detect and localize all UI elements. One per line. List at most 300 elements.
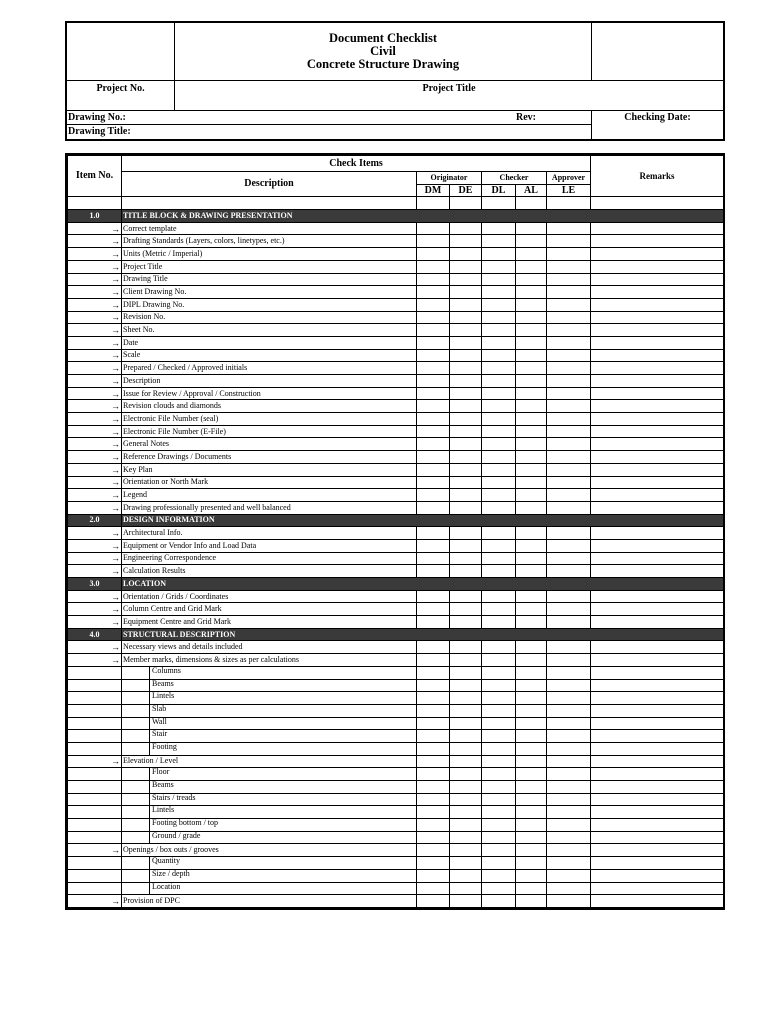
check-cell-dm[interactable] — [417, 831, 450, 844]
check-cell-dm[interactable] — [417, 730, 450, 743]
check-cell-dl[interactable] — [482, 679, 516, 692]
check-cell-al[interactable] — [516, 260, 547, 273]
check-cell-dm[interactable] — [417, 781, 450, 794]
check-cell-le[interactable] — [547, 400, 591, 413]
check-cell-dm[interactable] — [417, 692, 450, 705]
remarks-cell[interactable] — [591, 869, 724, 882]
check-cell-de[interactable] — [450, 882, 482, 895]
check-cell-le[interactable] — [547, 425, 591, 438]
check-cell-dm[interactable] — [417, 844, 450, 857]
check-cell-al[interactable] — [516, 844, 547, 857]
check-cell-dm[interactable] — [417, 793, 450, 806]
check-cell-le[interactable] — [547, 235, 591, 248]
check-cell-de[interactable] — [450, 666, 482, 679]
check-cell-de[interactable] — [450, 869, 482, 882]
check-cell-le[interactable] — [547, 844, 591, 857]
check-cell-dl[interactable] — [482, 476, 516, 489]
check-cell-dm[interactable] — [417, 768, 450, 781]
check-cell-dm[interactable] — [417, 501, 450, 514]
check-cell-le[interactable] — [547, 527, 591, 540]
check-cell-de[interactable] — [450, 679, 482, 692]
check-cell-le[interactable] — [547, 248, 591, 261]
check-cell-al[interactable] — [516, 222, 547, 235]
check-cell-al[interactable] — [516, 539, 547, 552]
check-cell-le[interactable] — [547, 324, 591, 337]
check-cell-dl[interactable] — [482, 349, 516, 362]
remarks-cell[interactable] — [591, 222, 724, 235]
check-cell-al[interactable] — [516, 286, 547, 299]
check-cell-le[interactable] — [547, 413, 591, 426]
check-cell-dl[interactable] — [482, 375, 516, 388]
remarks-cell[interactable] — [591, 831, 724, 844]
check-cell-dm[interactable] — [417, 425, 450, 438]
check-cell-al[interactable] — [516, 552, 547, 565]
check-cell-dl[interactable] — [482, 692, 516, 705]
check-cell-le[interactable] — [547, 438, 591, 451]
check-cell-al[interactable] — [516, 730, 547, 743]
check-cell-dm[interactable] — [417, 654, 450, 667]
remarks-cell[interactable] — [591, 742, 724, 755]
remarks-cell[interactable] — [591, 349, 724, 362]
remarks-cell[interactable] — [591, 819, 724, 832]
check-cell-dl[interactable] — [482, 552, 516, 565]
check-cell-dl[interactable] — [482, 590, 516, 603]
check-cell-le[interactable] — [547, 730, 591, 743]
check-cell-al[interactable] — [516, 235, 547, 248]
check-cell-le[interactable] — [547, 704, 591, 717]
check-cell-al[interactable] — [516, 438, 547, 451]
check-cell-al[interactable] — [516, 248, 547, 261]
check-cell-de[interactable] — [450, 641, 482, 654]
check-cell-le[interactable] — [547, 565, 591, 578]
check-cell-al[interactable] — [516, 324, 547, 337]
check-cell-dl[interactable] — [482, 286, 516, 299]
check-cell-dm[interactable] — [417, 413, 450, 426]
remarks-cell[interactable] — [591, 793, 724, 806]
check-cell-dm[interactable] — [417, 717, 450, 730]
check-cell-de[interactable] — [450, 476, 482, 489]
check-cell-dm[interactable] — [417, 819, 450, 832]
check-cell-dm[interactable] — [417, 286, 450, 299]
check-cell-dl[interactable] — [482, 882, 516, 895]
check-cell-al[interactable] — [516, 375, 547, 388]
check-cell-de[interactable] — [450, 565, 482, 578]
check-cell-le[interactable] — [547, 260, 591, 273]
check-cell-de[interactable] — [450, 806, 482, 819]
check-cell-dl[interactable] — [482, 222, 516, 235]
check-cell-de[interactable] — [450, 489, 482, 502]
check-cell-de[interactable] — [450, 463, 482, 476]
remarks-cell[interactable] — [591, 857, 724, 870]
check-cell-al[interactable] — [516, 857, 547, 870]
check-cell-dl[interactable] — [482, 895, 516, 908]
check-cell-de[interactable] — [450, 387, 482, 400]
check-cell-dm[interactable] — [417, 438, 450, 451]
check-cell-dm[interactable] — [417, 552, 450, 565]
remarks-cell[interactable] — [591, 882, 724, 895]
check-cell-le[interactable] — [547, 336, 591, 349]
remarks-cell[interactable] — [591, 704, 724, 717]
remarks-cell[interactable] — [591, 590, 724, 603]
check-cell-dl[interactable] — [482, 362, 516, 375]
check-cell-dm[interactable] — [417, 742, 450, 755]
check-cell-dm[interactable] — [417, 298, 450, 311]
remarks-cell[interactable] — [591, 298, 724, 311]
check-cell-dl[interactable] — [482, 324, 516, 337]
check-cell-dl[interactable] — [482, 451, 516, 464]
check-cell-le[interactable] — [547, 857, 591, 870]
check-cell-dl[interactable] — [482, 603, 516, 616]
check-cell-le[interactable] — [547, 717, 591, 730]
check-cell-dm[interactable] — [417, 260, 450, 273]
check-cell-de[interactable] — [450, 704, 482, 717]
check-cell-al[interactable] — [516, 476, 547, 489]
check-cell-dl[interactable] — [482, 438, 516, 451]
check-cell-dl[interactable] — [482, 831, 516, 844]
check-cell-de[interactable] — [450, 793, 482, 806]
check-cell-al[interactable] — [516, 273, 547, 286]
check-cell-le[interactable] — [547, 869, 591, 882]
remarks-cell[interactable] — [591, 565, 724, 578]
check-cell-de[interactable] — [450, 742, 482, 755]
check-cell-le[interactable] — [547, 819, 591, 832]
check-cell-de[interactable] — [450, 603, 482, 616]
check-cell-de[interactable] — [450, 286, 482, 299]
check-cell-al[interactable] — [516, 387, 547, 400]
check-cell-dl[interactable] — [482, 819, 516, 832]
remarks-cell[interactable] — [591, 235, 724, 248]
check-cell-le[interactable] — [547, 692, 591, 705]
check-cell-de[interactable] — [450, 692, 482, 705]
check-cell-al[interactable] — [516, 704, 547, 717]
remarks-cell[interactable] — [591, 463, 724, 476]
remarks-cell[interactable] — [591, 527, 724, 540]
check-cell-dm[interactable] — [417, 311, 450, 324]
check-cell-dm[interactable] — [417, 324, 450, 337]
remarks-cell[interactable] — [591, 489, 724, 502]
check-cell-dm[interactable] — [417, 616, 450, 629]
check-cell-le[interactable] — [547, 463, 591, 476]
check-cell-le[interactable] — [547, 590, 591, 603]
check-cell-le[interactable] — [547, 654, 591, 667]
check-cell-dl[interactable] — [482, 704, 516, 717]
check-cell-dl[interactable] — [482, 387, 516, 400]
check-cell-le[interactable] — [547, 286, 591, 299]
remarks-cell[interactable] — [591, 679, 724, 692]
check-cell-al[interactable] — [516, 565, 547, 578]
check-cell-le[interactable] — [547, 768, 591, 781]
check-cell-al[interactable] — [516, 679, 547, 692]
check-cell-dl[interactable] — [482, 413, 516, 426]
check-cell-de[interactable] — [450, 324, 482, 337]
check-cell-de[interactable] — [450, 375, 482, 388]
check-cell-de[interactable] — [450, 819, 482, 832]
remarks-cell[interactable] — [591, 781, 724, 794]
check-cell-dm[interactable] — [417, 489, 450, 502]
remarks-cell[interactable] — [591, 311, 724, 324]
check-cell-dm[interactable] — [417, 603, 450, 616]
check-cell-dm[interactable] — [417, 704, 450, 717]
remarks-cell[interactable] — [591, 616, 724, 629]
check-cell-de[interactable] — [450, 349, 482, 362]
check-cell-le[interactable] — [547, 616, 591, 629]
check-cell-dm[interactable] — [417, 235, 450, 248]
check-cell-dm[interactable] — [417, 590, 450, 603]
check-cell-dl[interactable] — [482, 768, 516, 781]
remarks-cell[interactable] — [591, 476, 724, 489]
check-cell-dl[interactable] — [482, 742, 516, 755]
check-cell-dm[interactable] — [417, 336, 450, 349]
check-cell-al[interactable] — [516, 869, 547, 882]
remarks-cell[interactable] — [591, 895, 724, 908]
remarks-cell[interactable] — [591, 501, 724, 514]
check-cell-dl[interactable] — [482, 666, 516, 679]
remarks-cell[interactable] — [591, 730, 724, 743]
check-cell-de[interactable] — [450, 260, 482, 273]
check-cell-al[interactable] — [516, 590, 547, 603]
check-cell-al[interactable] — [516, 616, 547, 629]
check-cell-al[interactable] — [516, 692, 547, 705]
check-cell-de[interactable] — [450, 539, 482, 552]
check-cell-al[interactable] — [516, 349, 547, 362]
check-cell-de[interactable] — [450, 781, 482, 794]
check-cell-dl[interactable] — [482, 565, 516, 578]
check-cell-al[interactable] — [516, 425, 547, 438]
check-cell-le[interactable] — [547, 298, 591, 311]
check-cell-de[interactable] — [450, 501, 482, 514]
remarks-cell[interactable] — [591, 692, 724, 705]
check-cell-dm[interactable] — [417, 527, 450, 540]
remarks-cell[interactable] — [591, 387, 724, 400]
check-cell-le[interactable] — [547, 349, 591, 362]
check-cell-dl[interactable] — [482, 489, 516, 502]
check-cell-de[interactable] — [450, 717, 482, 730]
remarks-cell[interactable] — [591, 806, 724, 819]
check-cell-dm[interactable] — [417, 857, 450, 870]
check-cell-le[interactable] — [547, 781, 591, 794]
check-cell-le[interactable] — [547, 603, 591, 616]
check-cell-dm[interactable] — [417, 463, 450, 476]
remarks-cell[interactable] — [591, 654, 724, 667]
check-cell-de[interactable] — [450, 590, 482, 603]
check-cell-dm[interactable] — [417, 882, 450, 895]
check-cell-dm[interactable] — [417, 539, 450, 552]
check-cell-dl[interactable] — [482, 235, 516, 248]
check-cell-le[interactable] — [547, 552, 591, 565]
check-cell-al[interactable] — [516, 819, 547, 832]
check-cell-dm[interactable] — [417, 679, 450, 692]
remarks-cell[interactable] — [591, 768, 724, 781]
check-cell-al[interactable] — [516, 400, 547, 413]
check-cell-dm[interactable] — [417, 387, 450, 400]
remarks-cell[interactable] — [591, 755, 724, 768]
check-cell-le[interactable] — [547, 742, 591, 755]
check-cell-dm[interactable] — [417, 565, 450, 578]
remarks-cell[interactable] — [591, 641, 724, 654]
check-cell-al[interactable] — [516, 501, 547, 514]
check-cell-le[interactable] — [547, 451, 591, 464]
check-cell-de[interactable] — [450, 400, 482, 413]
check-cell-dl[interactable] — [482, 260, 516, 273]
check-cell-le[interactable] — [547, 362, 591, 375]
check-cell-dl[interactable] — [482, 336, 516, 349]
remarks-cell[interactable] — [591, 603, 724, 616]
remarks-cell[interactable] — [591, 425, 724, 438]
check-cell-al[interactable] — [516, 882, 547, 895]
check-cell-dl[interactable] — [482, 857, 516, 870]
check-cell-le[interactable] — [547, 222, 591, 235]
check-cell-dl[interactable] — [482, 539, 516, 552]
check-cell-al[interactable] — [516, 298, 547, 311]
check-cell-dl[interactable] — [482, 501, 516, 514]
check-cell-al[interactable] — [516, 806, 547, 819]
check-cell-de[interactable] — [450, 425, 482, 438]
check-cell-dm[interactable] — [417, 362, 450, 375]
check-cell-dl[interactable] — [482, 755, 516, 768]
remarks-cell[interactable] — [591, 260, 724, 273]
check-cell-dl[interactable] — [482, 463, 516, 476]
check-cell-al[interactable] — [516, 742, 547, 755]
check-cell-al[interactable] — [516, 336, 547, 349]
remarks-cell[interactable] — [591, 375, 724, 388]
check-cell-dl[interactable] — [482, 527, 516, 540]
check-cell-de[interactable] — [450, 895, 482, 908]
check-cell-al[interactable] — [516, 451, 547, 464]
check-cell-de[interactable] — [450, 362, 482, 375]
check-cell-al[interactable] — [516, 895, 547, 908]
check-cell-de[interactable] — [450, 451, 482, 464]
check-cell-al[interactable] — [516, 641, 547, 654]
check-cell-le[interactable] — [547, 489, 591, 502]
check-cell-de[interactable] — [450, 222, 482, 235]
check-cell-le[interactable] — [547, 501, 591, 514]
check-cell-le[interactable] — [547, 387, 591, 400]
check-cell-al[interactable] — [516, 768, 547, 781]
check-cell-de[interactable] — [450, 248, 482, 261]
remarks-cell[interactable] — [591, 324, 724, 337]
check-cell-le[interactable] — [547, 539, 591, 552]
check-cell-al[interactable] — [516, 489, 547, 502]
check-cell-le[interactable] — [547, 679, 591, 692]
check-cell-dl[interactable] — [482, 298, 516, 311]
check-cell-de[interactable] — [450, 616, 482, 629]
check-cell-le[interactable] — [547, 476, 591, 489]
check-cell-le[interactable] — [547, 882, 591, 895]
check-cell-al[interactable] — [516, 755, 547, 768]
check-cell-dm[interactable] — [417, 349, 450, 362]
check-cell-le[interactable] — [547, 806, 591, 819]
remarks-cell[interactable] — [591, 552, 724, 565]
check-cell-dm[interactable] — [417, 666, 450, 679]
check-cell-al[interactable] — [516, 654, 547, 667]
check-cell-de[interactable] — [450, 831, 482, 844]
check-cell-al[interactable] — [516, 781, 547, 794]
check-cell-al[interactable] — [516, 463, 547, 476]
check-cell-de[interactable] — [450, 413, 482, 426]
check-cell-dl[interactable] — [482, 641, 516, 654]
check-cell-le[interactable] — [547, 641, 591, 654]
check-cell-de[interactable] — [450, 527, 482, 540]
check-cell-dm[interactable] — [417, 248, 450, 261]
remarks-cell[interactable] — [591, 717, 724, 730]
check-cell-dm[interactable] — [417, 755, 450, 768]
check-cell-le[interactable] — [547, 666, 591, 679]
check-cell-dm[interactable] — [417, 476, 450, 489]
check-cell-al[interactable] — [516, 831, 547, 844]
check-cell-dl[interactable] — [482, 844, 516, 857]
check-cell-dl[interactable] — [482, 616, 516, 629]
check-cell-dm[interactable] — [417, 273, 450, 286]
check-cell-al[interactable] — [516, 603, 547, 616]
check-cell-le[interactable] — [547, 895, 591, 908]
remarks-cell[interactable] — [591, 451, 724, 464]
remarks-cell[interactable] — [591, 413, 724, 426]
check-cell-dm[interactable] — [417, 641, 450, 654]
remarks-cell[interactable] — [591, 286, 724, 299]
remarks-cell[interactable] — [591, 438, 724, 451]
check-cell-al[interactable] — [516, 413, 547, 426]
check-cell-dl[interactable] — [482, 793, 516, 806]
check-cell-dl[interactable] — [482, 311, 516, 324]
remarks-cell[interactable] — [591, 666, 724, 679]
check-cell-al[interactable] — [516, 793, 547, 806]
check-cell-dm[interactable] — [417, 375, 450, 388]
check-cell-dl[interactable] — [482, 400, 516, 413]
check-cell-de[interactable] — [450, 235, 482, 248]
check-cell-dl[interactable] — [482, 717, 516, 730]
check-cell-de[interactable] — [450, 857, 482, 870]
check-cell-le[interactable] — [547, 311, 591, 324]
check-cell-dl[interactable] — [482, 730, 516, 743]
check-cell-dl[interactable] — [482, 869, 516, 882]
check-cell-le[interactable] — [547, 793, 591, 806]
check-cell-al[interactable] — [516, 311, 547, 324]
check-cell-le[interactable] — [547, 273, 591, 286]
check-cell-dm[interactable] — [417, 222, 450, 235]
check-cell-dl[interactable] — [482, 781, 516, 794]
remarks-cell[interactable] — [591, 539, 724, 552]
check-cell-dl[interactable] — [482, 806, 516, 819]
check-cell-dm[interactable] — [417, 806, 450, 819]
remarks-cell[interactable] — [591, 273, 724, 286]
remarks-cell[interactable] — [591, 336, 724, 349]
check-cell-dm[interactable] — [417, 895, 450, 908]
check-cell-de[interactable] — [450, 730, 482, 743]
check-cell-de[interactable] — [450, 273, 482, 286]
remarks-cell[interactable] — [591, 248, 724, 261]
check-cell-de[interactable] — [450, 311, 482, 324]
check-cell-de[interactable] — [450, 768, 482, 781]
remarks-cell[interactable] — [591, 400, 724, 413]
check-cell-de[interactable] — [450, 438, 482, 451]
check-cell-de[interactable] — [450, 844, 482, 857]
check-cell-dm[interactable] — [417, 400, 450, 413]
remarks-cell[interactable] — [591, 844, 724, 857]
check-cell-de[interactable] — [450, 336, 482, 349]
check-cell-de[interactable] — [450, 755, 482, 768]
check-cell-dl[interactable] — [482, 248, 516, 261]
check-cell-le[interactable] — [547, 375, 591, 388]
check-cell-dl[interactable] — [482, 654, 516, 667]
check-cell-de[interactable] — [450, 654, 482, 667]
check-cell-dl[interactable] — [482, 425, 516, 438]
check-cell-al[interactable] — [516, 362, 547, 375]
check-cell-dm[interactable] — [417, 869, 450, 882]
check-cell-dl[interactable] — [482, 273, 516, 286]
check-cell-al[interactable] — [516, 527, 547, 540]
check-cell-le[interactable] — [547, 755, 591, 768]
remarks-cell[interactable] — [591, 362, 724, 375]
